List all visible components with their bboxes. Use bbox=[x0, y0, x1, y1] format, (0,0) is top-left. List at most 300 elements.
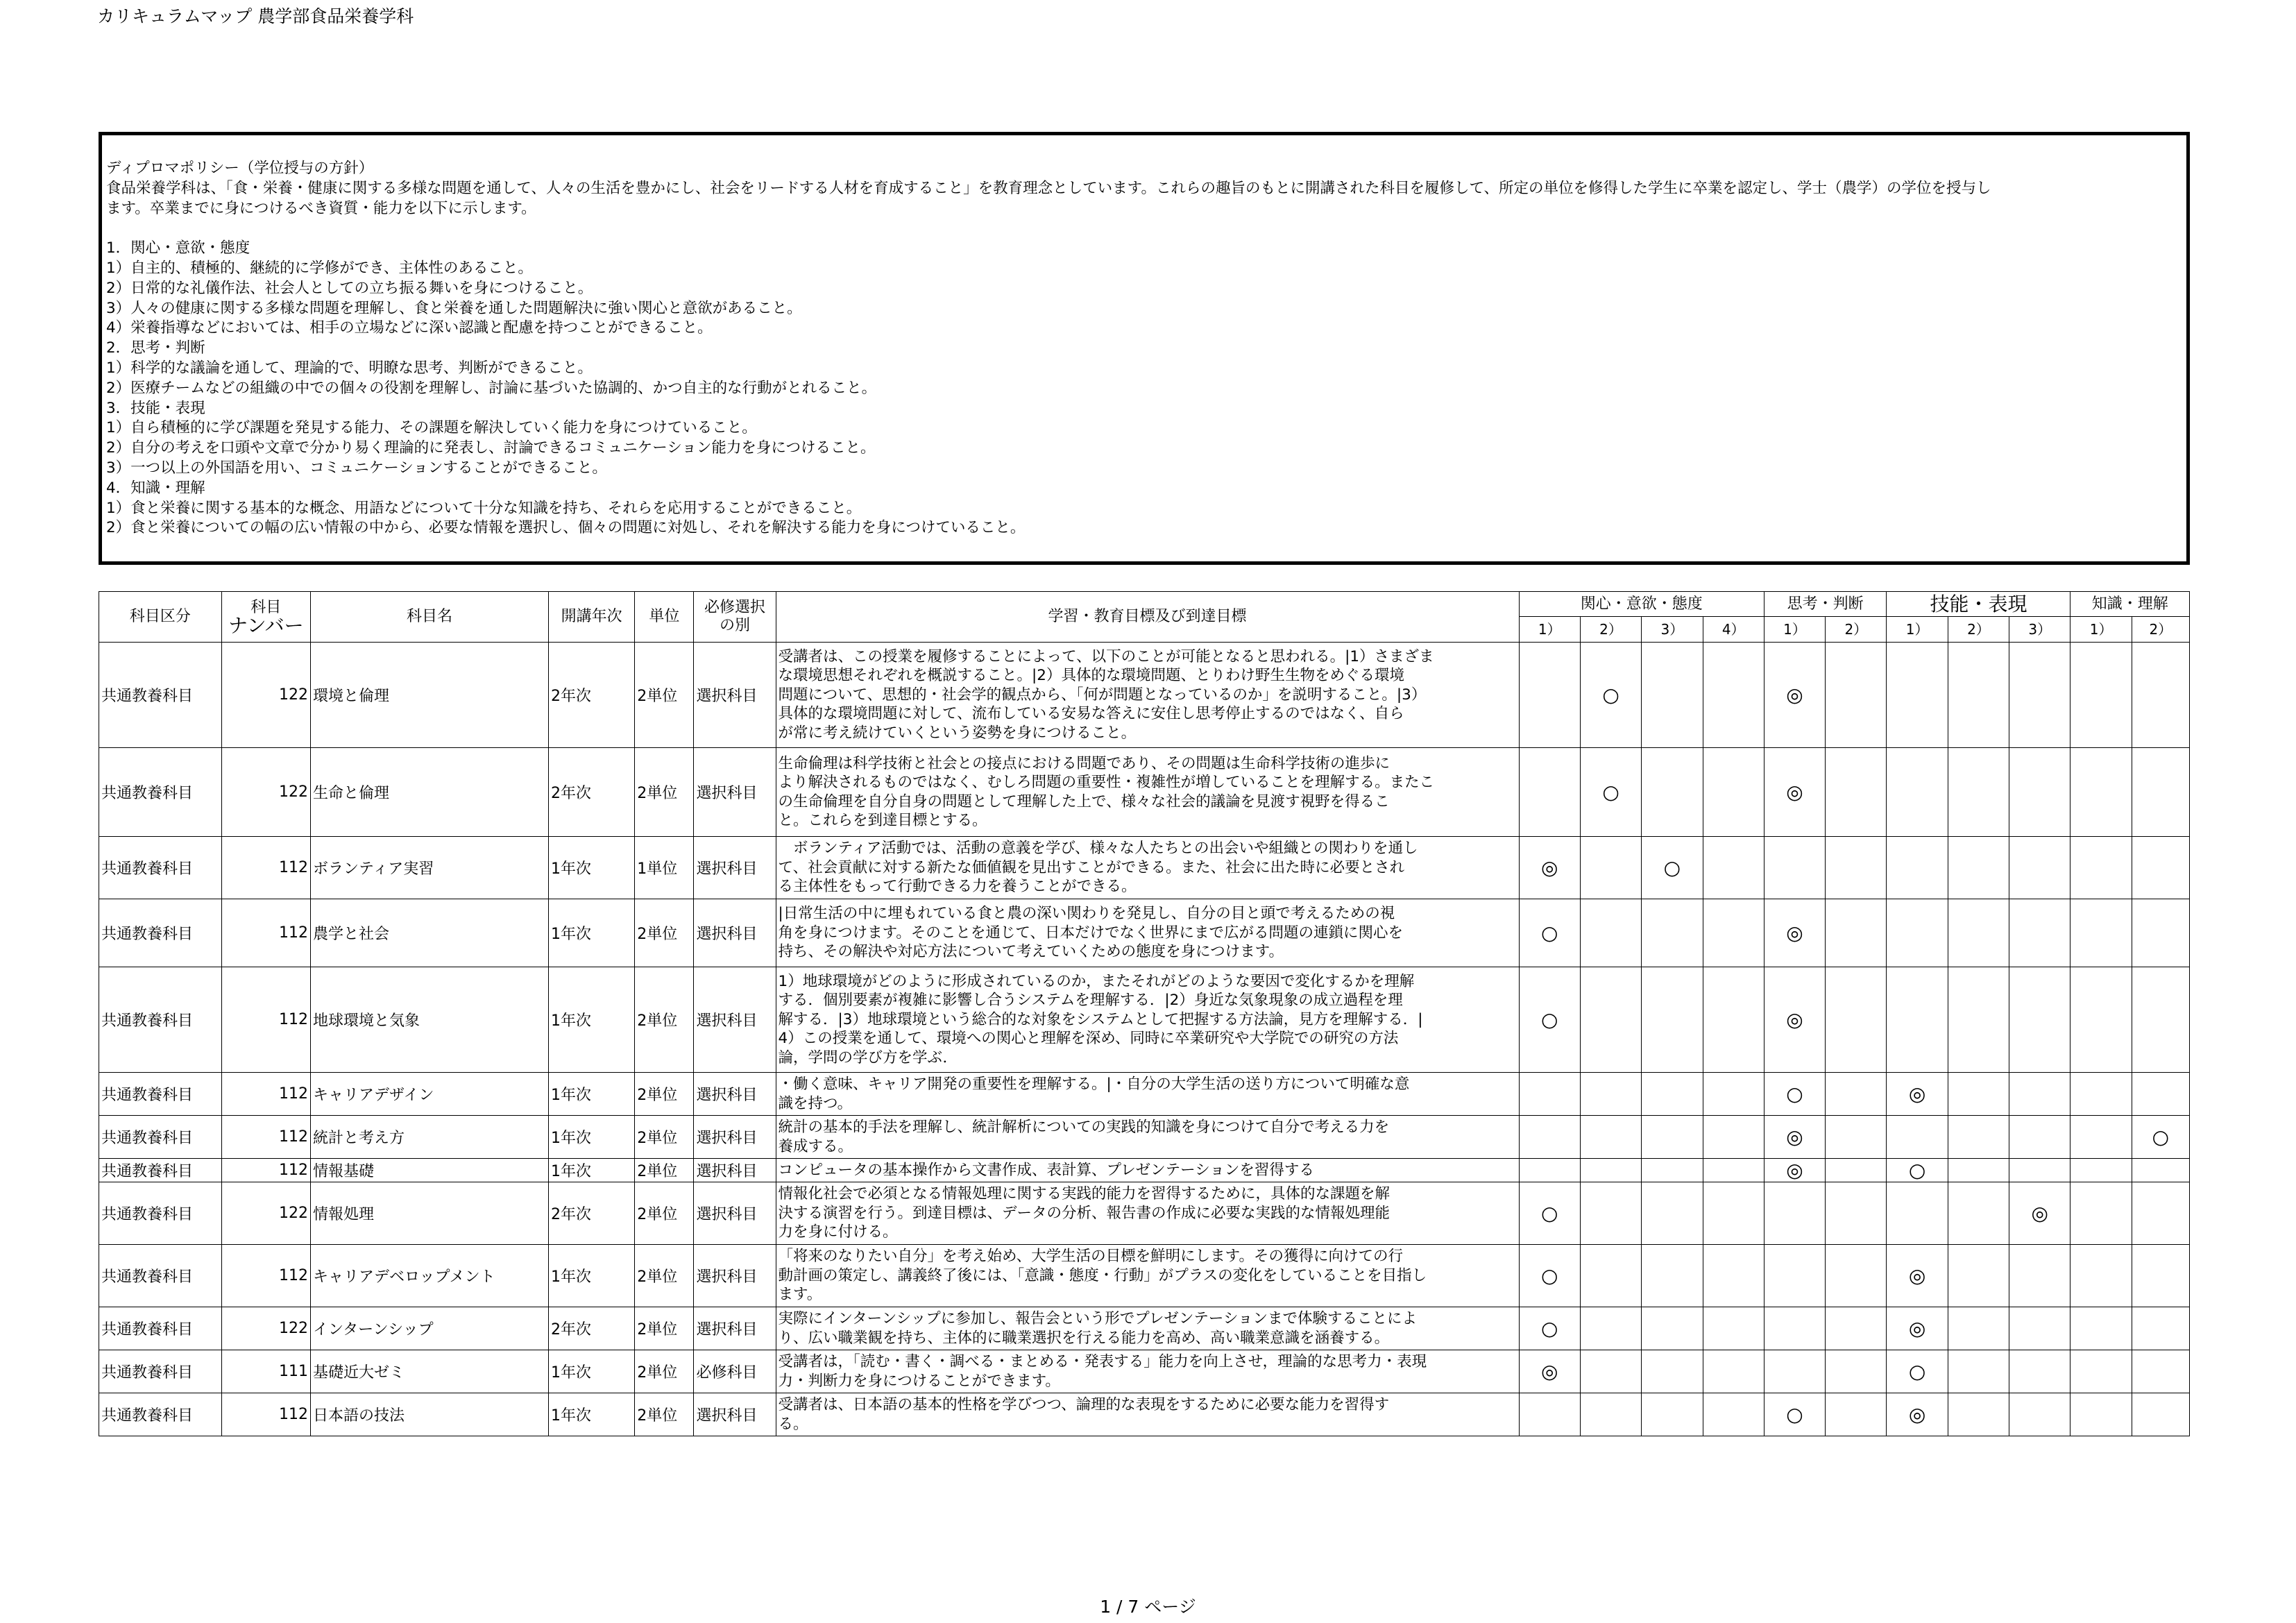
competency-mark-cell bbox=[1703, 1073, 1764, 1116]
competency-mark-cell bbox=[2070, 1350, 2132, 1393]
header-goals: 学習・教育目標及び到達目標 bbox=[776, 592, 1519, 643]
number-cell: 122 bbox=[221, 748, 310, 837]
page-title: カリキュラムマップ 農学部食品栄養学科 bbox=[97, 6, 414, 26]
header-group-interest: 関心・意欲・態度 bbox=[1519, 592, 1764, 617]
required-type-cell: 選択科目 bbox=[694, 1245, 776, 1307]
policy-line: 1）食と栄養に関する基本的な概念、用語などについて十分な知識を持ち、それらを応用することができること。 bbox=[106, 499, 862, 517]
course-name-cell: 日本語の技法 bbox=[310, 1393, 548, 1436]
competency-mark-cell bbox=[1580, 1182, 1641, 1245]
competency-mark-cell bbox=[1948, 1245, 2009, 1307]
competency-mark-cell bbox=[2009, 837, 2070, 899]
required-type-cell: 選択科目 bbox=[694, 1073, 776, 1116]
competency-mark-cell bbox=[1887, 1182, 1948, 1245]
goal-line: 受講者は，「読む・書く・調べる・まとめる・発表する」能力を向上させ，理論的な思考力・表現 bbox=[778, 1353, 1427, 1370]
goal-line: 問題について、思想的・社会学的観点から、「何が問題となっているのか」を説明すること。|3） bbox=[778, 686, 1427, 704]
competency-mark-cell: ○ bbox=[1887, 1350, 1948, 1393]
competency-mark-cell bbox=[2132, 643, 2189, 748]
competency-mark-cell bbox=[2009, 643, 2070, 748]
goals-cell bbox=[776, 1393, 1519, 1436]
competency-mark-cell: ○ bbox=[1887, 1159, 1948, 1182]
required-type-cell: 必修科目 bbox=[694, 1350, 776, 1393]
goal-line: 養成する。 bbox=[778, 1137, 853, 1155]
goal-line: 生命倫理は科学技術と社会との接点における問題であり、その問題は生命科学技術の進歩に bbox=[778, 754, 1391, 772]
year-cell: 2年次 bbox=[548, 643, 634, 748]
competency-mark-cell bbox=[1519, 643, 1580, 748]
required-type-cell: 選択科目 bbox=[694, 1307, 776, 1350]
table-row bbox=[99, 748, 2190, 837]
goal-line: |日常生活の中に埋もれている食と農の深い関わりを発見し、自分の目と頭で考えるための視 bbox=[778, 905, 1395, 923]
year-cell: 1年次 bbox=[548, 1393, 634, 1436]
table-row bbox=[99, 967, 2190, 1073]
goals-cell bbox=[776, 1307, 1519, 1350]
goal-line: より解決されるものではなく、むしろ問題の重要性・複雑性が増していることを理解する。またこ bbox=[778, 774, 1435, 791]
competency-mark-cell bbox=[1826, 1073, 1887, 1116]
goal-line: 力を身に付ける。 bbox=[778, 1223, 898, 1241]
goal-line: ます。 bbox=[778, 1286, 822, 1304]
table-row bbox=[99, 899, 2190, 967]
competency-mark-cell bbox=[1764, 1182, 1825, 1245]
credits-cell: 2単位 bbox=[635, 1159, 694, 1182]
goal-line: ・働く意味、キャリア開発の重要性を理解する。|・自分の大学生活の送り方について明確な意 bbox=[778, 1076, 1410, 1093]
credits-cell: 2単位 bbox=[635, 967, 694, 1073]
category-cell: 共通教養科目 bbox=[99, 899, 222, 967]
competency-mark-cell bbox=[1642, 1073, 1703, 1116]
goal-line: 1）地球環境がどのように形成されているのか，またそれがどのような要因で変化するかを理解 bbox=[778, 972, 1415, 990]
competency-mark-cell bbox=[1826, 1307, 1887, 1350]
category-cell: 共通教養科目 bbox=[99, 1116, 222, 1159]
competency-mark-cell bbox=[2009, 1116, 2070, 1159]
competency-mark-cell bbox=[1826, 1116, 1887, 1159]
course-name-cell: 情報基礎 bbox=[310, 1159, 548, 1182]
competency-mark-cell bbox=[1703, 643, 1764, 748]
table-row bbox=[99, 1307, 2190, 1350]
number-cell: 122 bbox=[221, 643, 310, 748]
required-type-cell: 選択科目 bbox=[694, 1182, 776, 1245]
subheader-cell: 4） bbox=[1703, 617, 1764, 643]
competency-mark-cell bbox=[1642, 1182, 1703, 1245]
goal-line: 受講者は、日本語の基本的性格を学びつつ、論理的な表現をするために必要な能力を習得す bbox=[778, 1396, 1390, 1413]
year-cell: 1年次 bbox=[548, 1116, 634, 1159]
competency-mark-cell bbox=[1887, 967, 1948, 1073]
competency-mark-cell: ◎ bbox=[1764, 1116, 1825, 1159]
goals-cell bbox=[776, 1182, 1519, 1245]
year-cell: 2年次 bbox=[548, 1182, 634, 1245]
goal-line: 持ち、その解決や対応方法について考えていくための態度を身につけます。 bbox=[778, 943, 1284, 961]
competency-mark-cell bbox=[1703, 1182, 1764, 1245]
policy-line: 食品栄養学科は、「食・栄養・健康に関する多様な問題を通して、人々の生活を豊かにし、社会をリードする人材を育成すること」を教育理念としています。これらの趣旨のもとに開講された科目を履修して、所定の単位を修得した学生に卒業を認定し、学士（農学）の学位を授与し bbox=[106, 179, 1991, 197]
competency-mark-cell: ○ bbox=[1764, 1393, 1825, 1436]
competency-mark-cell bbox=[2132, 837, 2189, 899]
year-cell: 1年次 bbox=[548, 1073, 634, 1116]
competency-mark-cell bbox=[1642, 967, 1703, 1073]
category-cell: 共通教養科目 bbox=[99, 1073, 222, 1116]
competency-mark-cell bbox=[1642, 643, 1703, 748]
subheader-cell: 1） bbox=[1519, 617, 1580, 643]
required-type-cell: 選択科目 bbox=[694, 837, 776, 899]
goals-cell bbox=[776, 1350, 1519, 1393]
table-row bbox=[99, 1159, 2190, 1182]
table-row bbox=[99, 1245, 2190, 1307]
competency-mark-cell: ◎ bbox=[1887, 1245, 1948, 1307]
competency-mark-cell bbox=[2132, 1182, 2189, 1245]
goals-cell bbox=[776, 967, 1519, 1073]
goal-line: り、広い職業観を持ち、主体的に職業選択を行える能力を高め、高い職業意識を涵養する。 bbox=[778, 1329, 1390, 1347]
credits-cell: 2単位 bbox=[635, 899, 694, 967]
competency-mark-cell: ○ bbox=[1519, 899, 1580, 967]
policy-line: 4）栄養指導などにおいては、相手の立場などに深い認識と配慮を持つことができること。 bbox=[106, 319, 713, 337]
competency-mark-cell bbox=[2132, 1245, 2189, 1307]
competency-mark-cell bbox=[1764, 837, 1825, 899]
competency-mark-cell bbox=[2009, 1159, 2070, 1182]
competency-mark-cell bbox=[2009, 1350, 2070, 1393]
goal-line: 「将来のなりたい自分」を考え始め、大学生活の目標を鮮明にします。その獲得に向けての行 bbox=[778, 1248, 1403, 1266]
number-cell: 112 bbox=[221, 1245, 310, 1307]
competency-mark-cell bbox=[2132, 748, 2189, 837]
policy-line bbox=[106, 219, 2181, 239]
category-cell: 共通教養科目 bbox=[99, 1307, 222, 1350]
competency-mark-cell bbox=[1826, 1245, 1887, 1307]
competency-mark-cell bbox=[1703, 1393, 1764, 1436]
required-type-cell: 選択科目 bbox=[694, 899, 776, 967]
competency-mark-cell bbox=[2070, 899, 2132, 967]
table-row bbox=[99, 1350, 2190, 1393]
competency-mark-cell bbox=[1703, 899, 1764, 967]
header-number: 科目 ナンバー bbox=[221, 592, 310, 643]
competency-mark-cell: ○ bbox=[1519, 967, 1580, 1073]
goal-line: て、社会貢献に対する新たな価値観を見出すことができる。また、社会に出た時に必要とされ bbox=[778, 858, 1405, 876]
competency-mark-cell bbox=[1764, 1307, 1825, 1350]
table-row bbox=[99, 1393, 2190, 1436]
course-name-cell: 環境と倫理 bbox=[310, 643, 548, 748]
goal-line: 4）この授業を通して、環境への関心と理解を深め、同時に卒業研究や大学院での研究の方法 bbox=[778, 1030, 1399, 1048]
competency-mark-cell: ◎ bbox=[1764, 899, 1825, 967]
subheader-cell: 2） bbox=[2132, 617, 2189, 643]
goals-cell bbox=[776, 1245, 1519, 1307]
category-cell: 共通教養科目 bbox=[99, 967, 222, 1073]
competency-mark-cell: ◎ bbox=[2009, 1182, 2070, 1245]
credits-cell: 2単位 bbox=[635, 748, 694, 837]
competency-mark-cell: ○ bbox=[1764, 1073, 1825, 1116]
competency-mark-cell bbox=[1948, 643, 2009, 748]
policy-line: 1）自主的、積極的、継続的に学修ができ、主体性のあること。 bbox=[106, 259, 533, 277]
page-number: 1 / 7 ページ bbox=[1100, 1597, 1196, 1617]
competency-mark-cell bbox=[1642, 1307, 1703, 1350]
competency-mark-cell: ○ bbox=[1519, 1245, 1580, 1307]
goal-line: する．個別要素が複雑に影響し合うシステムを理解する．|2）身近な気象現象の成立過程を理 bbox=[778, 992, 1403, 1010]
number-cell: 122 bbox=[221, 1182, 310, 1245]
header-category: 科目区分 bbox=[99, 592, 222, 643]
competency-mark-cell: ○ bbox=[1580, 643, 1641, 748]
competency-mark-cell bbox=[2132, 1159, 2189, 1182]
competency-mark-cell bbox=[2132, 967, 2189, 1073]
header-name: 科目名 bbox=[310, 592, 548, 643]
competency-mark-cell bbox=[1703, 1307, 1764, 1350]
competency-mark-cell bbox=[2132, 899, 2189, 967]
competency-mark-cell bbox=[1948, 748, 2009, 837]
year-cell: 1年次 bbox=[548, 967, 634, 1073]
competency-mark-cell bbox=[1948, 1350, 2009, 1393]
course-name-cell: キャリアデベロップメント bbox=[310, 1245, 548, 1307]
competency-mark-cell bbox=[1826, 837, 1887, 899]
competency-mark-cell bbox=[1580, 1159, 1641, 1182]
category-cell: 共通教養科目 bbox=[99, 1393, 222, 1436]
header-group-thinking: 思考・判断 bbox=[1764, 592, 1887, 617]
competency-mark-cell bbox=[2070, 1245, 2132, 1307]
competency-mark-cell bbox=[2009, 1245, 2070, 1307]
course-name-cell: 基礎近大ゼミ bbox=[310, 1350, 548, 1393]
competency-mark-cell bbox=[1580, 899, 1641, 967]
course-name-cell: インターンシップ bbox=[310, 1307, 548, 1350]
goal-line: と。これらを到達目標とする。 bbox=[778, 812, 987, 829]
category-cell: 共通教養科目 bbox=[99, 643, 222, 748]
subheader-cell: 1） bbox=[1887, 617, 1948, 643]
goals-cell bbox=[776, 1073, 1519, 1116]
goal-line: 受講者は、この授業を履修することによって、以下のことが可能となると思われる。|1）さまざま bbox=[778, 647, 1434, 665]
competency-mark-cell bbox=[1580, 1073, 1641, 1116]
course-name-cell: 生命と倫理 bbox=[310, 748, 548, 837]
competency-mark-cell bbox=[1703, 1159, 1764, 1182]
competency-mark-cell bbox=[2070, 1393, 2132, 1436]
category-cell: 共通教養科目 bbox=[99, 837, 222, 899]
goal-line: の生命倫理を自分自身の問題として理解した上で、様々な社会的議論を見渡す視野を得るこ bbox=[778, 792, 1390, 810]
number-cell: 112 bbox=[221, 1159, 310, 1182]
policy-line: 2．思考・判断 bbox=[106, 339, 205, 357]
competency-mark-cell bbox=[1580, 1116, 1641, 1159]
credits-cell: 2単位 bbox=[635, 1245, 694, 1307]
competency-mark-cell: ◎ bbox=[1764, 1159, 1825, 1182]
competency-mark-cell bbox=[1887, 643, 1948, 748]
course-name-cell: 地球環境と気象 bbox=[310, 967, 548, 1073]
table-row bbox=[99, 1182, 2190, 1245]
goal-line: コンピュータの基本操作から文書作成、表計算、プレゼンテーションを習得する bbox=[778, 1161, 1314, 1179]
header-group-knowledge: 知識・理解 bbox=[2070, 592, 2190, 617]
policy-line: 3）一つ以上の外国語を用い、コミュニケーションすることができること。 bbox=[106, 459, 607, 477]
policy-line: 1）自ら積極的に学び課題を発見する能力、その課題を解決していく能力を身につけていること。 bbox=[106, 419, 757, 437]
competency-mark-cell bbox=[1519, 1073, 1580, 1116]
subheader-cell: 3） bbox=[1642, 617, 1703, 643]
goal-line: 力・判断力を身につけることができます。 bbox=[778, 1372, 1060, 1390]
competency-mark-cell bbox=[2009, 1393, 2070, 1436]
competency-mark-cell bbox=[1826, 1182, 1887, 1245]
table-row bbox=[99, 1073, 2190, 1116]
competency-mark-cell bbox=[2132, 1307, 2189, 1350]
competency-mark-cell bbox=[1519, 1159, 1580, 1182]
competency-mark-cell: ○ bbox=[1580, 748, 1641, 837]
goal-line: 情報化社会で必須となる情報処理に関する実践的能力を習得するために，具体的な課題を解 bbox=[778, 1185, 1391, 1203]
category-cell: 共通教養科目 bbox=[99, 1245, 222, 1307]
goal-line: ボランティア活動では、活動の意義を学び、様々な人たちとの出会いや組織との関わりを通し bbox=[778, 840, 1418, 858]
header-credits: 単位 bbox=[635, 592, 694, 643]
category-cell: 共通教養科目 bbox=[99, 748, 222, 837]
goal-line: 統計の基本的手法を理解し、統計解析についての実践的知識を身につけて自分で考える力を bbox=[778, 1119, 1390, 1136]
competency-mark-cell bbox=[2009, 1073, 2070, 1116]
course-name-cell: キャリアデザイン bbox=[310, 1073, 548, 1116]
subheader-cell: 2） bbox=[1826, 617, 1887, 643]
goal-line: る主体性をもって行動できる力を養うことができる。 bbox=[778, 878, 1137, 896]
goals-cell bbox=[776, 1159, 1519, 1182]
competency-mark-cell bbox=[2070, 1182, 2132, 1245]
year-cell: 2年次 bbox=[548, 1307, 634, 1350]
competency-mark-cell bbox=[1826, 643, 1887, 748]
category-cell: 共通教養科目 bbox=[99, 1182, 222, 1245]
competency-mark-cell bbox=[1826, 899, 1887, 967]
competency-mark-cell bbox=[1642, 1245, 1703, 1307]
credits-cell: 2単位 bbox=[635, 1182, 694, 1245]
credits-cell: 2単位 bbox=[635, 1116, 694, 1159]
competency-mark-cell bbox=[2070, 1159, 2132, 1182]
goals-cell bbox=[776, 899, 1519, 967]
competency-mark-cell bbox=[1580, 967, 1641, 1073]
competency-mark-cell bbox=[1887, 899, 1948, 967]
credits-cell: 2単位 bbox=[635, 1350, 694, 1393]
goals-cell bbox=[776, 643, 1519, 748]
policy-line: 3．技能・表現 bbox=[106, 399, 205, 417]
competency-mark-cell bbox=[2070, 1116, 2132, 1159]
required-type-cell: 選択科目 bbox=[694, 967, 776, 1073]
competency-mark-cell bbox=[1948, 1307, 2009, 1350]
header-group-skills: 技能・表現 bbox=[1887, 592, 2070, 617]
policy-line: 4．知識・理解 bbox=[106, 479, 205, 497]
competency-mark-cell bbox=[2009, 1307, 2070, 1350]
competency-mark-cell: ◎ bbox=[1887, 1073, 1948, 1116]
number-cell: 112 bbox=[221, 1393, 310, 1436]
subheader-cell: 1） bbox=[2070, 617, 2132, 643]
competency-mark-cell bbox=[2070, 1307, 2132, 1350]
number-cell: 112 bbox=[221, 837, 310, 899]
number-cell: 112 bbox=[221, 967, 310, 1073]
table-row bbox=[99, 1116, 2190, 1159]
header-required: 必修選択 の別 bbox=[694, 592, 776, 643]
number-cell: 112 bbox=[221, 1116, 310, 1159]
course-name-cell: 統計と考え方 bbox=[310, 1116, 548, 1159]
competency-mark-cell bbox=[1580, 1350, 1641, 1393]
competency-mark-cell: ○ bbox=[2132, 1116, 2189, 1159]
credits-cell: 2単位 bbox=[635, 1073, 694, 1116]
competency-mark-cell bbox=[2009, 967, 2070, 1073]
competency-mark-cell: ○ bbox=[1519, 1307, 1580, 1350]
competency-mark-cell: ◎ bbox=[1887, 1393, 1948, 1436]
competency-mark-cell bbox=[2132, 1073, 2189, 1116]
competency-mark-cell: ○ bbox=[1642, 837, 1703, 899]
table-row bbox=[99, 643, 2190, 748]
policy-line: 2）医療チームなどの組織の中での個々の役割を理解し、討論に基づいた協調的、かつ自主的な行動がとれること。 bbox=[106, 379, 877, 397]
competency-mark-cell bbox=[1948, 1116, 2009, 1159]
competency-mark-cell bbox=[1826, 1350, 1887, 1393]
goals-cell bbox=[776, 748, 1519, 837]
goal-line: な環境思想それぞれを概説すること。|2）具体的な環境問題、とりわけ野生生物をめぐる環境 bbox=[778, 667, 1404, 685]
number-cell: 112 bbox=[221, 1073, 310, 1116]
competency-mark-cell bbox=[1826, 1159, 1887, 1182]
credits-cell: 1単位 bbox=[635, 837, 694, 899]
goal-line: 実際にインターンシップに参加し、報告会という形でプレゼンテーションまで体験することによ bbox=[778, 1310, 1418, 1327]
competency-mark-cell bbox=[1887, 1116, 1948, 1159]
competency-mark-cell bbox=[1642, 1159, 1703, 1182]
course-name-cell: 農学と社会 bbox=[310, 899, 548, 967]
subheader-cell: 3） bbox=[2009, 617, 2070, 643]
competency-mark-cell bbox=[1948, 1073, 2009, 1116]
year-cell: 1年次 bbox=[548, 899, 634, 967]
year-cell: 1年次 bbox=[548, 1350, 634, 1393]
subheader-cell: 2） bbox=[1948, 617, 2009, 643]
competency-mark-cell bbox=[1826, 748, 1887, 837]
competency-mark-cell bbox=[2070, 748, 2132, 837]
policy-line: 1）科学的な議論を通して、理論的で、明瞭な思考、判断ができること。 bbox=[106, 359, 593, 377]
goals-cell bbox=[776, 837, 1519, 899]
policy-line: ます。卒業までに身につけるべき資質・能力を以下に示します。 bbox=[106, 199, 536, 217]
competency-mark-cell bbox=[1948, 899, 2009, 967]
competency-mark-cell bbox=[2070, 837, 2132, 899]
competency-mark-cell bbox=[1642, 1393, 1703, 1436]
competency-mark-cell bbox=[1764, 1350, 1825, 1393]
required-type-cell: 選択科目 bbox=[694, 748, 776, 837]
policy-line: ディプロマポリシー（学位授与の方針） bbox=[106, 160, 374, 177]
required-type-cell: 選択科目 bbox=[694, 643, 776, 748]
year-cell: 1年次 bbox=[548, 1245, 634, 1307]
required-type-cell: 選択科目 bbox=[694, 1116, 776, 1159]
competency-mark-cell bbox=[1703, 748, 1764, 837]
goal-line: 識を持つ。 bbox=[778, 1094, 853, 1112]
competency-mark-cell bbox=[2070, 1073, 2132, 1116]
competency-mark-cell bbox=[1703, 967, 1764, 1073]
subheader-cell: 2） bbox=[1580, 617, 1641, 643]
policy-line: 2）日常的な礼儀作法、社会人としての立ち振る舞いを身につけること。 bbox=[106, 279, 593, 297]
number-cell: 112 bbox=[221, 899, 310, 967]
competency-mark-cell: ◎ bbox=[1764, 748, 1825, 837]
policy-line: 3）人々の健康に関する多様な問題を理解し、食と栄養を通した問題解決に強い関心と意欲があること。 bbox=[106, 299, 802, 317]
curriculum-table bbox=[99, 591, 2190, 1436]
year-cell: 1年次 bbox=[548, 837, 634, 899]
diploma-policy-box bbox=[99, 132, 2190, 565]
competency-mark-cell: ◎ bbox=[1764, 643, 1825, 748]
number-cell: 122 bbox=[221, 1307, 310, 1350]
competency-mark-cell: ◎ bbox=[1887, 1307, 1948, 1350]
competency-mark-cell bbox=[1519, 748, 1580, 837]
number-cell: 111 bbox=[221, 1350, 310, 1393]
header-year: 開講年次 bbox=[548, 592, 634, 643]
subheader-cell: 1） bbox=[1764, 617, 1825, 643]
competency-mark-cell bbox=[1642, 1116, 1703, 1159]
policy-line: 2）食と栄養についての幅の広い情報の中から、必要な情報を選択し、個々の問題に対処し、それを解決する能力を身につけていること。 bbox=[106, 519, 1026, 537]
competency-mark-cell bbox=[1580, 1393, 1641, 1436]
goals-cell bbox=[776, 1116, 1519, 1159]
goal-line: 論，学問の学び方を学ぶ． bbox=[778, 1048, 958, 1067]
competency-mark-cell bbox=[2009, 748, 2070, 837]
competency-mark-cell bbox=[1519, 1393, 1580, 1436]
credits-cell: 2単位 bbox=[635, 1307, 694, 1350]
competency-mark-cell bbox=[1703, 1350, 1764, 1393]
competency-mark-cell bbox=[1887, 748, 1948, 837]
credits-cell: 2単位 bbox=[635, 643, 694, 748]
competency-mark-cell bbox=[2070, 967, 2132, 1073]
competency-mark-cell bbox=[1948, 1159, 2009, 1182]
competency-mark-cell: ○ bbox=[1519, 1182, 1580, 1245]
competency-mark-cell bbox=[1948, 967, 2009, 1073]
goal-line: が常に考え続けていくという姿勢を身につけること。 bbox=[778, 724, 1137, 742]
competency-mark-cell bbox=[2132, 1350, 2189, 1393]
goal-line: 決する演習を行う。到達目標は、データの分析、報告書の作成に必要な実践的な情報処理能 bbox=[778, 1204, 1391, 1222]
competency-mark-cell bbox=[1642, 1350, 1703, 1393]
competency-mark-cell: ◎ bbox=[1764, 967, 1825, 1073]
goal-line: 動計画の策定し、講義終了後には、「意識・態度・行動」がプラスの変化をしていることを目指し bbox=[778, 1266, 1427, 1284]
competency-mark-cell bbox=[1948, 837, 2009, 899]
competency-mark-cell bbox=[1519, 1116, 1580, 1159]
goal-line: 角を身につけます。そのことを通じて、日本だけでなく世界にまで広がる問題の連鎖に関心を bbox=[778, 924, 1403, 942]
competency-mark-cell bbox=[1580, 1245, 1641, 1307]
required-type-cell: 選択科目 bbox=[694, 1393, 776, 1436]
competency-mark-cell bbox=[1887, 837, 1948, 899]
competency-mark-cell bbox=[2009, 899, 2070, 967]
goal-line: る。 bbox=[778, 1415, 808, 1433]
